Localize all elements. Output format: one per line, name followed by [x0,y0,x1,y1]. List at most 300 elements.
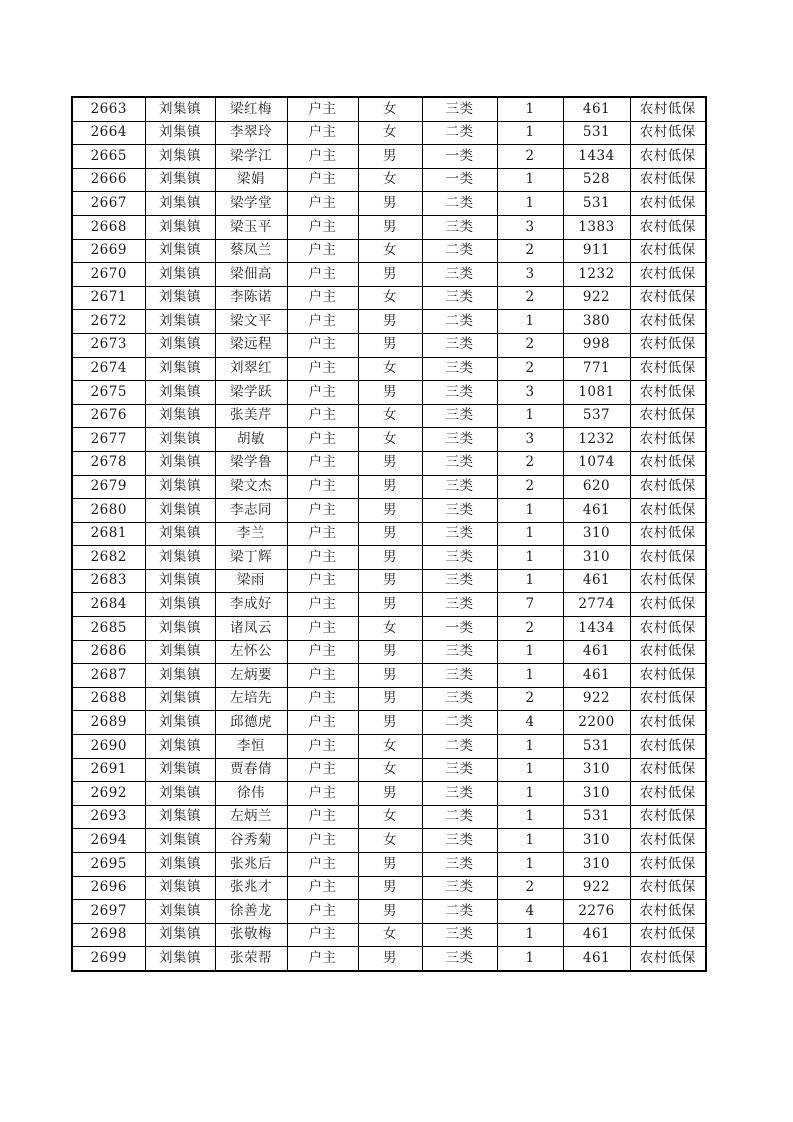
cell-assistance-type: 农村低保 [630,617,706,641]
cell-town: 刘集镇 [145,758,215,782]
cell-gender: 男 [358,569,422,593]
cell-gender: 男 [358,192,422,216]
cell-serial-number: 2668 [72,215,145,239]
cell-household-count: 3 [497,263,563,287]
cell-serial-number: 2666 [72,168,145,192]
cell-relation: 户主 [287,475,358,499]
cell-gender: 男 [358,263,422,287]
cell-serial-number: 2686 [72,640,145,664]
cell-name: 李志同 [215,499,287,523]
cell-category: 三类 [422,569,497,593]
cell-town: 刘集镇 [145,853,215,877]
cell-household-count: 2 [497,145,563,169]
cell-amount: 2276 [563,900,630,924]
cell-category: 三类 [422,333,497,357]
cell-category: 三类 [422,829,497,853]
cell-relation: 户主 [287,829,358,853]
cell-category: 二类 [422,239,497,263]
cell-name: 梁玉平 [215,215,287,239]
cell-relation: 户主 [287,711,358,735]
cell-assistance-type: 农村低保 [630,333,706,357]
table-row [72,687,706,711]
cell-name: 徐伟 [215,782,287,806]
cell-amount: 922 [563,876,630,900]
cell-assistance-type: 农村低保 [630,758,706,782]
cell-household-count: 1 [497,829,563,853]
cell-amount: 461 [563,97,630,121]
cell-household-count: 7 [497,593,563,617]
cell-relation: 户主 [287,900,358,924]
cell-household-count: 2 [497,239,563,263]
cell-household-count: 1 [497,664,563,688]
cell-relation: 户主 [287,499,358,523]
cell-amount: 922 [563,687,630,711]
cell-relation: 户主 [287,286,358,310]
cell-serial-number: 2669 [72,239,145,263]
table-row [72,97,706,121]
cell-town: 刘集镇 [145,428,215,452]
cell-household-count: 2 [497,876,563,900]
cell-assistance-type: 农村低保 [630,947,706,971]
cell-assistance-type: 农村低保 [630,876,706,900]
cell-town: 刘集镇 [145,640,215,664]
cell-amount: 1434 [563,145,630,169]
cell-category: 三类 [422,947,497,971]
cell-assistance-type: 农村低保 [630,593,706,617]
cell-serial-number: 2696 [72,876,145,900]
cell-name: 张敬梅 [215,923,287,947]
cell-serial-number: 2685 [72,617,145,641]
cell-name: 张荣帮 [215,947,287,971]
cell-assistance-type: 农村低保 [630,192,706,216]
cell-relation: 户主 [287,404,358,428]
cell-gender: 男 [358,687,422,711]
cell-household-count: 1 [497,758,563,782]
cell-assistance-type: 农村低保 [630,782,706,806]
cell-category: 三类 [422,876,497,900]
cell-amount: 310 [563,522,630,546]
cell-assistance-type: 农村低保 [630,310,706,334]
cell-relation: 户主 [287,451,358,475]
cell-town: 刘集镇 [145,664,215,688]
cell-serial-number: 2689 [72,711,145,735]
cell-name: 李成好 [215,593,287,617]
cell-category: 三类 [422,664,497,688]
beneficiary-table [71,96,707,972]
cell-category: 二类 [422,900,497,924]
cell-serial-number: 2692 [72,782,145,806]
cell-gender: 男 [358,900,422,924]
cell-household-count: 2 [497,475,563,499]
cell-name: 刘翠红 [215,357,287,381]
cell-serial-number: 2663 [72,97,145,121]
table-row [72,711,706,735]
cell-name: 梁文平 [215,310,287,334]
cell-household-count: 1 [497,947,563,971]
cell-amount: 1074 [563,451,630,475]
cell-assistance-type: 农村低保 [630,239,706,263]
cell-gender: 女 [358,121,422,145]
cell-category: 三类 [422,593,497,617]
cell-name: 贾春倩 [215,758,287,782]
cell-category: 三类 [422,215,497,239]
cell-assistance-type: 农村低保 [630,829,706,853]
cell-name: 张兆才 [215,876,287,900]
cell-name: 梁文杰 [215,475,287,499]
cell-amount: 1081 [563,381,630,405]
cell-household-count: 1 [497,499,563,523]
cell-relation: 户主 [287,357,358,381]
table-row [72,758,706,782]
cell-category: 三类 [422,640,497,664]
cell-gender: 女 [358,97,422,121]
table-row [72,805,706,829]
cell-amount: 461 [563,569,630,593]
cell-town: 刘集镇 [145,239,215,263]
cell-household-count: 1 [497,404,563,428]
cell-category: 三类 [422,357,497,381]
cell-name: 左培先 [215,687,287,711]
cell-gender: 男 [358,664,422,688]
cell-serial-number: 2697 [72,900,145,924]
table-body [72,97,706,971]
cell-amount: 461 [563,499,630,523]
cell-household-count: 1 [497,853,563,877]
cell-relation: 户主 [287,853,358,877]
cell-town: 刘集镇 [145,522,215,546]
cell-household-count: 1 [497,121,563,145]
cell-amount: 1232 [563,263,630,287]
cell-gender: 男 [358,333,422,357]
cell-name: 张美芹 [215,404,287,428]
cell-assistance-type: 农村低保 [630,735,706,759]
cell-gender: 女 [358,357,422,381]
cell-category: 三类 [422,923,497,947]
cell-amount: 1434 [563,617,630,641]
cell-serial-number: 2671 [72,286,145,310]
cell-serial-number: 2665 [72,145,145,169]
cell-gender: 女 [358,923,422,947]
cell-category: 三类 [422,97,497,121]
cell-serial-number: 2672 [72,310,145,334]
cell-town: 刘集镇 [145,357,215,381]
cell-assistance-type: 农村低保 [630,451,706,475]
cell-gender: 男 [358,499,422,523]
table-row [72,404,706,428]
cell-assistance-type: 农村低保 [630,145,706,169]
cell-town: 刘集镇 [145,782,215,806]
cell-amount: 528 [563,168,630,192]
cell-gender: 男 [358,451,422,475]
cell-category: 二类 [422,192,497,216]
cell-name: 梁雨 [215,569,287,593]
cell-relation: 户主 [287,593,358,617]
cell-assistance-type: 农村低保 [630,900,706,924]
cell-name: 左怀公 [215,640,287,664]
cell-amount: 531 [563,121,630,145]
cell-name: 左炳兰 [215,805,287,829]
cell-amount: 461 [563,947,630,971]
cell-serial-number: 2677 [72,428,145,452]
cell-name: 梁红梅 [215,97,287,121]
cell-town: 刘集镇 [145,593,215,617]
cell-household-count: 2 [497,333,563,357]
table-row [72,546,706,570]
cell-household-count: 2 [497,451,563,475]
cell-assistance-type: 农村低保 [630,923,706,947]
cell-amount: 1383 [563,215,630,239]
cell-town: 刘集镇 [145,381,215,405]
cell-assistance-type: 农村低保 [630,569,706,593]
cell-household-count: 3 [497,428,563,452]
table-row [72,853,706,877]
cell-serial-number: 2688 [72,687,145,711]
cell-name: 李恒 [215,735,287,759]
cell-name: 诸凤云 [215,617,287,641]
cell-relation: 户主 [287,121,358,145]
table-row [72,569,706,593]
cell-town: 刘集镇 [145,475,215,499]
cell-serial-number: 2684 [72,593,145,617]
cell-name: 谷秀菊 [215,829,287,853]
cell-relation: 户主 [287,546,358,570]
cell-serial-number: 2680 [72,499,145,523]
table-row [72,263,706,287]
cell-gender: 男 [358,853,422,877]
cell-name: 张兆后 [215,853,287,877]
cell-category: 二类 [422,805,497,829]
table-row [72,357,706,381]
cell-category: 三类 [422,263,497,287]
cell-amount: 620 [563,475,630,499]
table-row [72,640,706,664]
cell-gender: 女 [358,239,422,263]
cell-serial-number: 2682 [72,546,145,570]
cell-serial-number: 2698 [72,923,145,947]
cell-town: 刘集镇 [145,192,215,216]
cell-assistance-type: 农村低保 [630,664,706,688]
cell-assistance-type: 农村低保 [630,853,706,877]
cell-category: 三类 [422,853,497,877]
cell-relation: 户主 [287,617,358,641]
cell-category: 三类 [422,522,497,546]
table-row [72,121,706,145]
cell-gender: 男 [358,475,422,499]
cell-assistance-type: 农村低保 [630,687,706,711]
cell-relation: 户主 [287,805,358,829]
cell-gender: 男 [358,546,422,570]
cell-household-count: 3 [497,215,563,239]
cell-household-count: 1 [497,805,563,829]
cell-name: 梁丁辉 [215,546,287,570]
cell-serial-number: 2691 [72,758,145,782]
cell-household-count: 2 [497,357,563,381]
cell-town: 刘集镇 [145,711,215,735]
cell-relation: 户主 [287,735,358,759]
cell-name: 李翠玲 [215,121,287,145]
cell-category: 二类 [422,121,497,145]
cell-gender: 女 [358,758,422,782]
cell-gender: 男 [358,310,422,334]
cell-assistance-type: 农村低保 [630,168,706,192]
cell-gender: 女 [358,286,422,310]
cell-assistance-type: 农村低保 [630,640,706,664]
cell-town: 刘集镇 [145,333,215,357]
table-row [72,664,706,688]
table-row [72,310,706,334]
cell-amount: 461 [563,640,630,664]
cell-category: 三类 [422,286,497,310]
cell-amount: 771 [563,357,630,381]
cell-category: 三类 [422,758,497,782]
cell-relation: 户主 [287,168,358,192]
cell-household-count: 4 [497,900,563,924]
table-row [72,428,706,452]
cell-town: 刘集镇 [145,121,215,145]
cell-relation: 户主 [287,310,358,334]
cell-relation: 户主 [287,947,358,971]
cell-relation: 户主 [287,381,358,405]
cell-town: 刘集镇 [145,900,215,924]
cell-household-count: 1 [497,310,563,334]
table-row [72,829,706,853]
cell-amount: 461 [563,923,630,947]
cell-assistance-type: 农村低保 [630,215,706,239]
table-row [72,475,706,499]
cell-gender: 男 [358,876,422,900]
cell-serial-number: 2690 [72,735,145,759]
cell-gender: 男 [358,711,422,735]
cell-gender: 女 [358,829,422,853]
table-row [72,333,706,357]
cell-amount: 922 [563,286,630,310]
cell-gender: 女 [358,805,422,829]
cell-amount: 310 [563,829,630,853]
cell-household-count: 2 [497,617,563,641]
cell-relation: 户主 [287,876,358,900]
cell-assistance-type: 农村低保 [630,381,706,405]
cell-relation: 户主 [287,923,358,947]
table-row [72,215,706,239]
table-row [72,145,706,169]
cell-category: 三类 [422,404,497,428]
cell-household-count: 4 [497,711,563,735]
cell-name: 李陈诺 [215,286,287,310]
cell-assistance-type: 农村低保 [630,546,706,570]
cell-town: 刘集镇 [145,546,215,570]
cell-household-count: 2 [497,286,563,310]
cell-town: 刘集镇 [145,735,215,759]
cell-household-count: 1 [497,168,563,192]
cell-category: 二类 [422,735,497,759]
cell-amount: 461 [563,664,630,688]
cell-relation: 户主 [287,145,358,169]
cell-category: 三类 [422,499,497,523]
cell-amount: 310 [563,782,630,806]
cell-serial-number: 2675 [72,381,145,405]
cell-relation: 户主 [287,664,358,688]
cell-relation: 户主 [287,687,358,711]
cell-amount: 310 [563,546,630,570]
table-row [72,381,706,405]
cell-town: 刘集镇 [145,947,215,971]
table-row [72,593,706,617]
cell-relation: 户主 [287,239,358,263]
cell-relation: 户主 [287,758,358,782]
cell-household-count: 1 [497,640,563,664]
cell-assistance-type: 农村低保 [630,97,706,121]
cell-name: 胡敏 [215,428,287,452]
table-row [72,947,706,971]
cell-name: 梁佃高 [215,263,287,287]
cell-category: 一类 [422,145,497,169]
table-row [72,735,706,759]
cell-assistance-type: 农村低保 [630,404,706,428]
cell-household-count: 1 [497,735,563,759]
cell-relation: 户主 [287,97,358,121]
cell-gender: 男 [358,522,422,546]
cell-assistance-type: 农村低保 [630,711,706,735]
cell-amount: 310 [563,853,630,877]
cell-household-count: 1 [497,192,563,216]
cell-name: 梁学鲁 [215,451,287,475]
table-row [72,782,706,806]
cell-amount: 1232 [563,428,630,452]
cell-household-count: 1 [497,546,563,570]
cell-category: 三类 [422,782,497,806]
cell-amount: 310 [563,758,630,782]
cell-name: 左炳要 [215,664,287,688]
cell-household-count: 1 [497,923,563,947]
cell-name: 梁娟 [215,168,287,192]
cell-category: 二类 [422,711,497,735]
cell-serial-number: 2667 [72,192,145,216]
cell-serial-number: 2664 [72,121,145,145]
cell-town: 刘集镇 [145,569,215,593]
cell-category: 三类 [422,451,497,475]
cell-household-count: 1 [497,97,563,121]
cell-relation: 户主 [287,263,358,287]
cell-gender: 女 [358,428,422,452]
cell-town: 刘集镇 [145,263,215,287]
cell-town: 刘集镇 [145,286,215,310]
cell-serial-number: 2676 [72,404,145,428]
cell-gender: 男 [358,593,422,617]
cell-amount: 2774 [563,593,630,617]
cell-gender: 男 [358,640,422,664]
cell-relation: 户主 [287,333,358,357]
table-row [72,499,706,523]
table-row [72,900,706,924]
cell-town: 刘集镇 [145,876,215,900]
cell-name: 梁学跃 [215,381,287,405]
cell-town: 刘集镇 [145,404,215,428]
cell-serial-number: 2673 [72,333,145,357]
cell-household-count: 1 [497,569,563,593]
cell-serial-number: 2694 [72,829,145,853]
cell-gender: 男 [358,782,422,806]
cell-relation: 户主 [287,569,358,593]
cell-relation: 户主 [287,215,358,239]
cell-town: 刘集镇 [145,499,215,523]
cell-town: 刘集镇 [145,215,215,239]
cell-gender: 男 [358,145,422,169]
cell-town: 刘集镇 [145,97,215,121]
cell-gender: 女 [358,617,422,641]
cell-serial-number: 2687 [72,664,145,688]
cell-name: 邱德虎 [215,711,287,735]
cell-amount: 531 [563,805,630,829]
